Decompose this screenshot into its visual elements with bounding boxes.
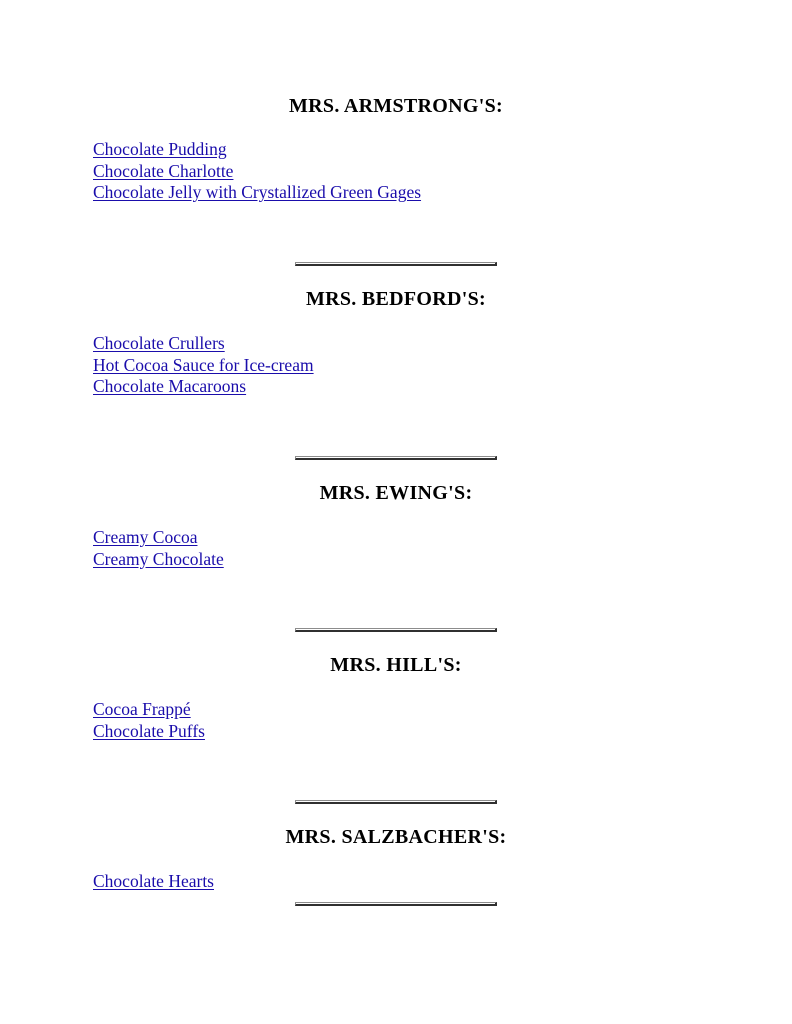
recipe-link-creamy-cocoa[interactable]: Creamy Cocoa	[93, 527, 198, 547]
section-heading-salzbacher: MRS. SALZBACHER'S:	[285, 826, 507, 848]
list-item	[93, 139, 421, 161]
recipe-list-ewing	[93, 527, 224, 570]
recipe-list-hill	[93, 699, 205, 742]
recipe-list-salzbacher	[93, 871, 214, 893]
section-divider	[295, 902, 497, 906]
list-item	[93, 161, 421, 183]
recipe-link-chocolate-pudding[interactable]: Chocolate Pudding	[93, 139, 227, 159]
list-item	[93, 527, 224, 549]
section-divider	[295, 262, 497, 266]
recipe-list-bedford	[93, 333, 314, 398]
section-divider	[295, 800, 497, 804]
recipe-link-chocolate-charlotte[interactable]: Chocolate Charlotte	[93, 160, 234, 181]
list-item	[93, 871, 214, 893]
list-item	[93, 721, 205, 743]
list-item	[93, 549, 224, 571]
recipe-link-chocolate-jelly[interactable]: Chocolate Jelly with Crystallized Green Gages	[93, 182, 422, 203]
recipe-link-chocolate-crullers[interactable]: Chocolate Crullers	[93, 333, 225, 353]
list-item	[93, 182, 421, 204]
section-heading-armstrong: MRS. ARMSTRONG'S:	[288, 95, 503, 117]
list-item	[93, 376, 314, 398]
section-heading-bedford: MRS. BEDFORD'S:	[305, 288, 487, 310]
section-divider	[295, 628, 497, 632]
section-divider	[295, 456, 497, 460]
recipe-link-chocolate-macaroons[interactable]: Chocolate Macaroons	[93, 376, 247, 397]
recipe-list-armstrong	[93, 139, 421, 204]
list-item	[93, 699, 205, 721]
recipe-link-hot-cocoa-sauce[interactable]: Hot Cocoa Sauce for Ice-cream	[93, 354, 314, 375]
list-item	[93, 355, 314, 377]
section-heading-hill: MRS. HILL'S:	[330, 654, 462, 676]
recipe-link-creamy-chocolate[interactable]: Creamy Chocolate	[93, 548, 224, 569]
recipe-link-cocoa-frappe[interactable]: Cocoa Frappé	[93, 699, 191, 719]
recipe-link-chocolate-puffs[interactable]: Chocolate Puffs	[93, 720, 205, 741]
list-item	[93, 333, 314, 355]
recipe-link-chocolate-hearts[interactable]: Chocolate Hearts	[93, 871, 214, 891]
section-heading-ewing: MRS. EWING'S:	[319, 482, 473, 504]
